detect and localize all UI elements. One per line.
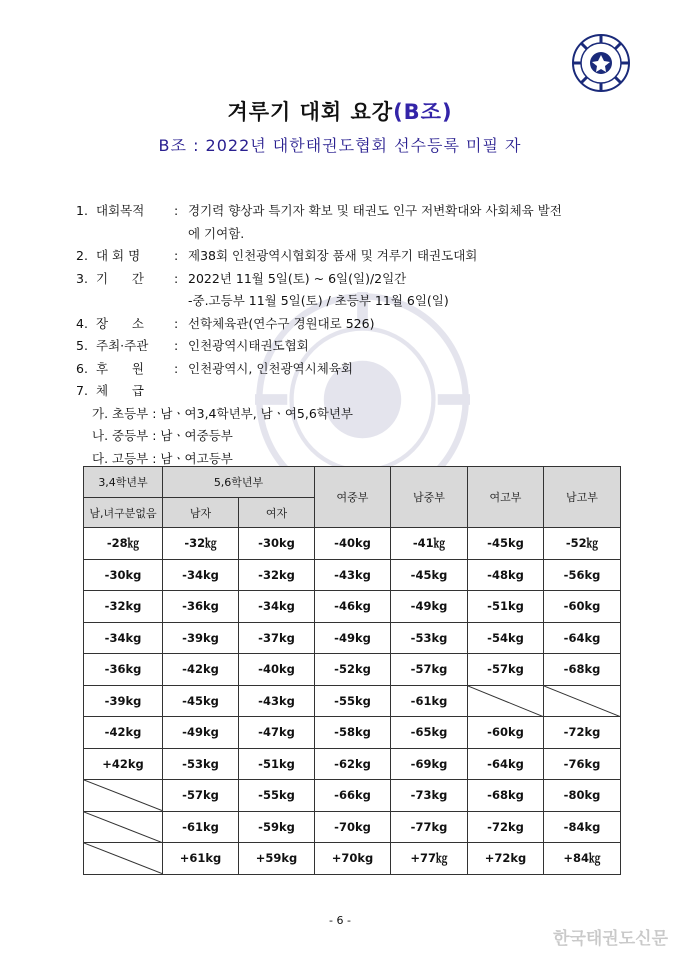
diagonal-line [84,812,162,843]
weight-cell: -36kg [163,591,239,623]
empty-cell [84,780,163,812]
header-grade-5-6: 5,6학년부 [163,467,315,498]
diagonal-line [468,686,543,717]
weight-cell: -41㎏ [391,528,468,560]
association-seal-icon [571,33,631,93]
header-boys-middle: 남중부 [391,467,468,528]
weight-cell: -62kg [315,748,391,780]
weight-cell: -40kg [315,528,391,560]
diagonal-line [544,686,620,717]
weight-cell: -55kg [239,780,315,812]
table-row [84,591,621,623]
info-row: 7. 체 급 [76,383,144,398]
weight-cell: -43kg [315,559,391,591]
weight-cell: -58kg [315,717,391,749]
weight-cell: -49kg [315,622,391,654]
weight-cell: -69kg [391,748,468,780]
weight-cell: -77kg [391,811,468,843]
weight-cell: -60kg [544,591,621,623]
weight-cell: -39kg [84,685,163,717]
weight-cell: -64kg [544,622,621,654]
competition-info [76,200,562,470]
weight-cell: -28㎏ [84,528,163,560]
weight-cell: +84㎏ [544,843,621,875]
table-row [84,780,621,812]
weight-cell: -49kg [163,717,239,749]
header-mixed-gender: 남,녀구분없음 [84,498,163,528]
page-number: - 6 - [329,914,351,927]
weight-cell: -64kg [468,748,544,780]
weight-cell: -53kg [163,748,239,780]
weight-cell: -60kg [468,717,544,749]
weight-cell: -56kg [544,559,621,591]
weight-cell: -30kg [84,559,163,591]
weight-cell: -53kg [391,622,468,654]
weight-cell: -48kg [468,559,544,591]
weight-cell: +77㎏ [391,843,468,875]
diagonal-line [84,843,162,874]
weight-cell: -57kg [468,654,544,686]
header-female: 여자 [239,498,315,528]
weight-cell: -32㎏ [163,528,239,560]
weight-cell: -72kg [544,717,621,749]
weight-cell: -45kg [468,528,544,560]
info-row: 3. 기 간 : 2022년 11월 5일(토) ~ 6일(일)/2일간 [76,270,407,286]
info-row: 1. 대회목적 : 경기력 향상과 특기자 확보 및 태권도 인구 저변확대와 사회체육 발전 [76,203,562,218]
weight-cell: -51kg [239,748,315,780]
weight-cell: -32kg [239,559,315,591]
grade-item: 나. 중등부 : 남ㆍ여중등부 [92,428,233,443]
weight-cell: -61kg [391,685,468,717]
table-row [84,559,621,591]
weight-cell: -30kg [239,528,315,560]
page-title [0,96,680,126]
weight-cell: -59kg [239,811,315,843]
header-male: 남자 [163,498,239,528]
weight-cell: -34kg [163,559,239,591]
weight-cell: -36kg [84,654,163,686]
empty-cell [84,811,163,843]
weight-cell: -39kg [163,622,239,654]
table-row [84,717,621,749]
info-row: 4. 장 소 : 선학체육관(연수구 경원대로 526) [76,315,375,331]
weight-cell: -73kg [391,780,468,812]
weight-cell: -45kg [391,559,468,591]
table-row [84,654,621,686]
weight-cell: -40kg [239,654,315,686]
weight-cell: -32kg [84,591,163,623]
weight-cell: +42kg [84,748,163,780]
header-boys-high: 남고부 [544,467,621,528]
weight-cell: -65kg [391,717,468,749]
info-row: 5. 주최·주관 : 인천광역시태권도협회 [76,338,309,353]
table-row [84,748,621,780]
grade-item: 다. 고등부 : 남ㆍ여고등부 [92,450,233,466]
weight-cell: -80kg [544,780,621,812]
table-body [84,528,621,875]
table-row [84,811,621,843]
weight-cell: -37kg [239,622,315,654]
weight-cell: -55kg [315,685,391,717]
weight-cell: +70kg [315,843,391,875]
weight-cell: -52kg [315,654,391,686]
weight-cell: +72kg [468,843,544,875]
weight-cell: -72kg [468,811,544,843]
weight-cell: -57kg [391,654,468,686]
weight-class-table [83,466,621,875]
weight-cell: -47kg [239,717,315,749]
weight-cell: -49kg [391,591,468,623]
table-row [84,843,621,875]
weight-cell: +59kg [239,843,315,875]
weight-cell: -42kg [163,654,239,686]
weight-cell: -68kg [544,654,621,686]
weight-cell: -42kg [84,717,163,749]
header-girls-middle: 여중부 [315,467,391,528]
info-row: -중.고등부 11월 5일(토) / 초등부 11월 6일(일) [188,293,449,308]
info-row: 6. 후 원 : 인천광역시, 인천광역시체육회 [76,360,353,376]
publisher-watermark: 한국태권도신문 [553,929,668,949]
weight-cell: -76kg [544,748,621,780]
empty-cell [468,685,544,717]
weight-cell: +61kg [163,843,239,875]
table-row [84,528,621,560]
weight-cell: -66kg [315,780,391,812]
weight-cell: -34kg [239,591,315,623]
weight-cell: -61kg [163,811,239,843]
page-subtitle: B조 : 2022년 대한태권도협회 선수등록 미필 자 [158,136,522,155]
weight-cell: -68kg [468,780,544,812]
weight-cell: -84kg [544,811,621,843]
weight-cell: -54kg [468,622,544,654]
info-row: 에 기여함. [188,225,245,241]
weight-cell: -45kg [163,685,239,717]
grade-item: 가. 초등부 : 남ㆍ여3,4학년부, 남ㆍ여5,6학년부 [92,405,354,421]
weight-cell: -57kg [163,780,239,812]
title-group: (B조) [393,100,453,124]
weight-cell: -70kg [315,811,391,843]
diagonal-line [84,780,162,811]
info-row: 2. 대 회 명 : 제38회 인천광역시협회장 품새 및 겨루기 태권도대회 [76,248,478,263]
table-row [84,622,621,654]
table-row [84,685,621,717]
weight-cell: -51kg [468,591,544,623]
title-main: 겨루기 대회 요강 [227,100,394,124]
weight-cell: -46kg [315,591,391,623]
header-girls-high: 여고부 [468,467,544,528]
empty-cell [84,843,163,875]
table-header-row [84,467,621,498]
weight-cell: -52㎏ [544,528,621,560]
weight-cell: -34kg [84,622,163,654]
weight-cell: -43kg [239,685,315,717]
empty-cell [544,685,621,717]
header-grade-3-4: 3,4학년부 [84,467,163,498]
